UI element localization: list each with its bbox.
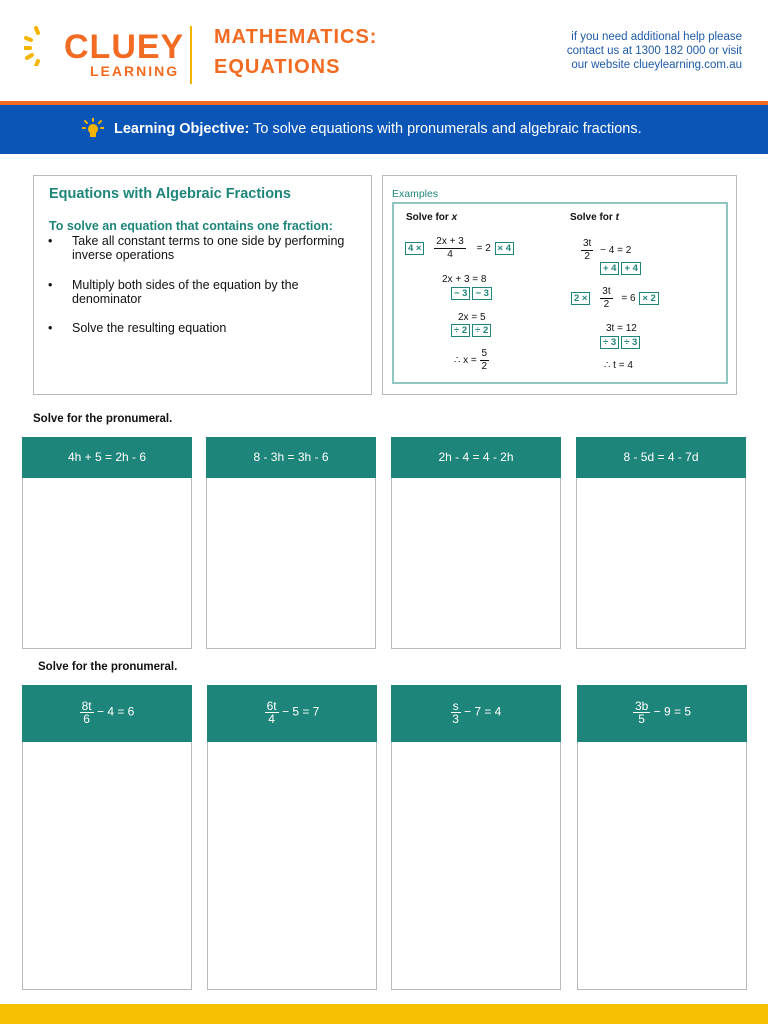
section-title: Solve for the pronumeral.: [33, 413, 173, 425]
card-equation: $\frac{8t}{6}$ − 4 = 6: [22, 685, 192, 742]
answer-card: [207, 685, 377, 990]
answer-card: [391, 437, 561, 649]
sun-icon: [24, 26, 64, 66]
answer-card: [22, 437, 192, 649]
help-line: contact us at 1300 182 000 or visit: [566, 45, 742, 57]
subject-title: MATHEMATICS:: [214, 26, 378, 48]
info-subtitle: To solve an equation that contains one fraction:: [49, 219, 333, 233]
example-step: 3t = 12: [606, 323, 637, 334]
example-result: ∴ t = 4: [604, 360, 633, 371]
section-title: Solve for the pronumeral.: [38, 661, 178, 673]
example-step: 4 × $\frac{2x + 3}{4}$ = 2 × 4: [404, 236, 515, 261]
help-contact-text: [522, 30, 742, 72]
example-step: 2 × $\frac{3t}{2}$ = 6 × 2: [570, 286, 660, 311]
examples-panel: [382, 175, 737, 395]
answer-card: [576, 437, 746, 649]
bullet-text: Multiply both sides of the equation by the denominator: [72, 278, 299, 306]
example-step: $\frac{3t}{2}$ − 4 = 2: [583, 238, 632, 262]
bullet-dot: •: [48, 278, 53, 292]
logo-wordmark: CLUEY: [64, 28, 185, 66]
card-equation: 2h - 4 = 4 - 2h: [391, 437, 561, 478]
logo-subtitle: LEARNING: [90, 63, 180, 79]
examples-content: [392, 202, 728, 384]
learning-objective-bar: [0, 105, 768, 154]
objective-label: Learning Objective:: [114, 121, 250, 137]
answer-card: [206, 437, 376, 649]
example-operation: − 3 − 3: [450, 287, 493, 300]
card-equation: 4h + 5 = 2h - 6: [22, 437, 192, 478]
example-heading: Solve for x: [406, 212, 458, 223]
info-panel: [33, 175, 372, 395]
card-equation: $\frac{6t}{4}$ − 5 = 7: [207, 685, 377, 742]
examples-label: Examples: [392, 188, 439, 200]
card-equation: $\frac{s}{3}$ − 7 = 4: [391, 685, 561, 742]
example-operation: ÷ 3 ÷ 3: [599, 336, 641, 349]
example-step: 2x + 3 = 8: [442, 274, 487, 285]
help-line: our website clueylearning.com.au: [571, 59, 742, 71]
card-equation: $\frac{3b}{5}$ − 9 = 5: [577, 685, 747, 742]
lightbulb-icon: [82, 118, 104, 140]
example-heading: Solve for t: [570, 212, 619, 223]
example-operation: + 4 + 4: [599, 262, 642, 275]
footer-bar: [0, 1004, 768, 1024]
topic-title: EQUATIONS: [214, 56, 341, 78]
answer-card: [391, 685, 561, 990]
card-equation: 8 - 5d = 4 - 7d: [576, 437, 746, 478]
example-step: 2x = 5: [458, 312, 486, 323]
example-operation: ÷ 2 ÷ 2: [450, 324, 492, 337]
bullet-text: Solve the resulting equation: [72, 321, 227, 335]
answer-card: [22, 685, 192, 990]
example-result: ∴ x = $\frac{5}{2}$: [454, 348, 488, 372]
objective-text: [114, 121, 642, 137]
header-divider: [190, 26, 192, 84]
bullet-dot: •: [48, 234, 53, 248]
info-title: Equations with Algebraic Fractions: [49, 186, 291, 202]
objective-description: To solve equations with pronumerals and algebraic fractions.: [249, 121, 642, 137]
cluey-logo: [24, 26, 185, 82]
bullet-dot: •: [48, 321, 53, 335]
answer-card: [577, 685, 747, 990]
help-line: if you need additional help please: [571, 31, 742, 43]
card-equation: 8 - 3h = 3h - 6: [206, 437, 376, 478]
bullet-text: Take all constant terms to one side by performing inverse operations: [72, 234, 345, 262]
